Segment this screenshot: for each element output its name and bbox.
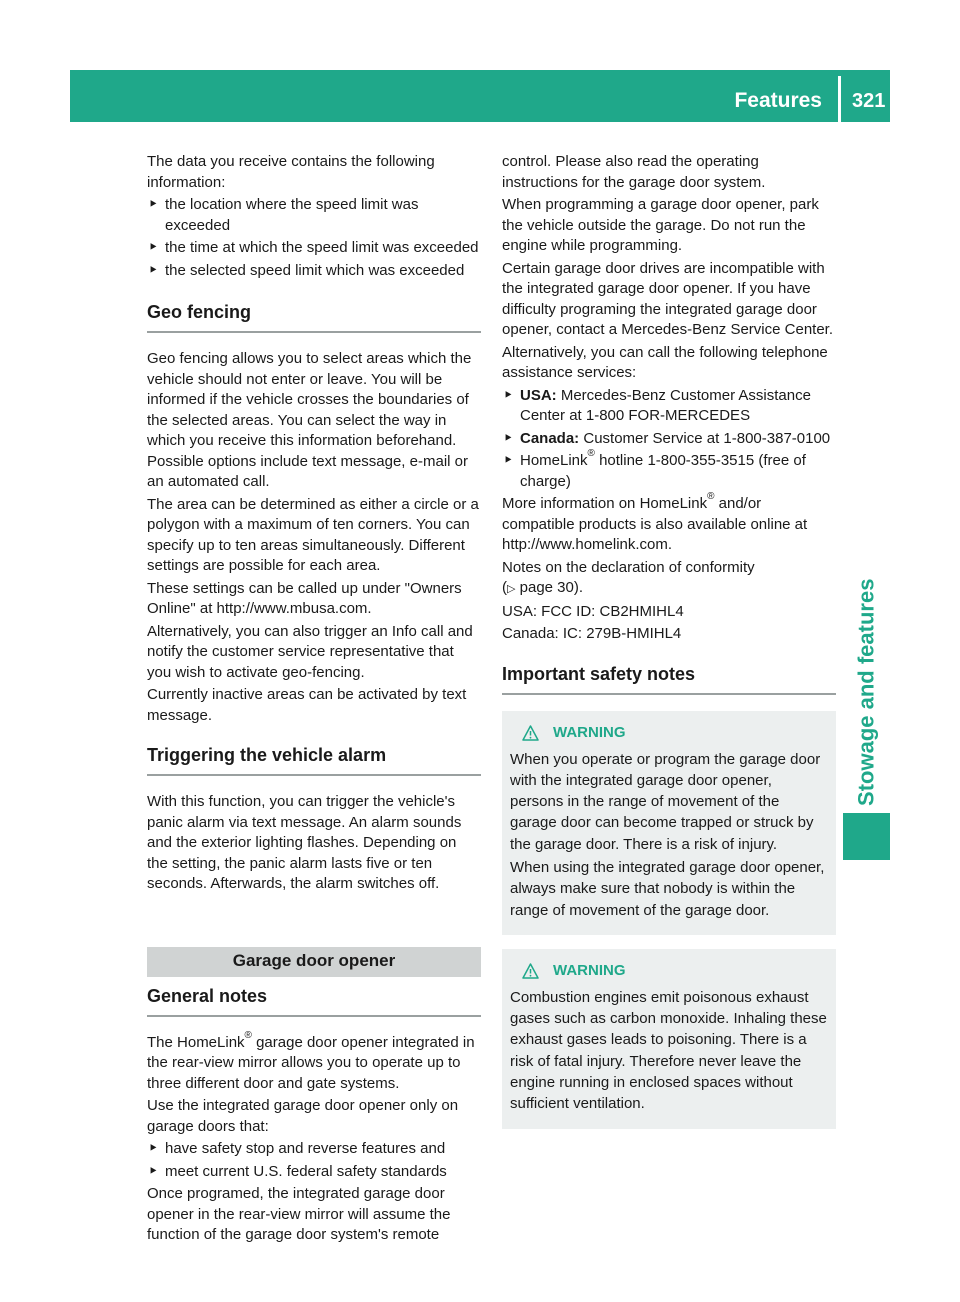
warning-text: Combustion engines emit poisonous exhaust gases such as carbon monoxide. Inhaling these exhaust gases leads to poisoning. There is a risk of fatal injury. Therefore never leave the engine running in enclosed spaces without sufficient ventilation. <box>510 988 827 1113</box>
paragraph: Certain garage door drives are incompatible with the integrated garage door opener. If you have difficulty programing the integrated garage door opener, contact a Mercedes-Benz Service Center. <box>502 259 834 338</box>
safety-notes-section <box>502 663 836 695</box>
bullet-icon: ‣ <box>148 1162 158 1180</box>
list-item-text: have safety stop and reverse features and <box>165 1140 446 1157</box>
paragraph: Canada: IC: 279B-HMIHL4 <box>502 625 682 642</box>
warning-triangle-icon <box>522 725 539 741</box>
section-title: Features <box>734 89 822 112</box>
section-heading: General notes <box>147 985 481 1017</box>
bullet-icon: ‣ <box>148 261 158 279</box>
chapter-label-wrap <box>845 577 889 807</box>
list-item <box>502 386 836 427</box>
paragraph: Alternatively, you can call the following telephone assistance services: <box>502 343 828 381</box>
registered-mark: ® <box>707 491 715 502</box>
left-column <box>147 152 481 1248</box>
list-item-text: the selected speed limit which was exceeded <box>165 261 465 279</box>
warning-label: WARNING <box>553 723 626 741</box>
requirements-bullet-list <box>147 1139 481 1182</box>
bullet-icon: ‣ <box>148 196 158 213</box>
list-item <box>147 238 481 259</box>
text: and/or compatible products is also available online at http://www.homelink.com. <box>502 495 808 553</box>
header-divider <box>838 76 841 122</box>
page-number: 321 <box>852 90 886 112</box>
intro-text: The data you receive contains the following information: <box>147 153 435 191</box>
bullet-icon: ‣ <box>148 239 158 256</box>
list-item-text: hotline 1-800-355-3515 (free of charge) <box>520 452 806 490</box>
text: Notes on the declaration of conformity <box>502 558 755 576</box>
warning-box <box>502 949 836 1129</box>
warning-text: When using the integrated garage door opener, always make sure that nobody is within the range of movement of the garage door. <box>510 858 825 919</box>
vehicle-alarm-section <box>147 744 481 776</box>
paragraph <box>147 1029 481 1095</box>
warning-header <box>510 961 828 981</box>
bullet-icon: ‣ <box>503 429 513 447</box>
section-heading: Triggering the vehicle alarm <box>147 744 481 776</box>
page-ref-triangle-icon: ▷ <box>507 583 516 595</box>
section-heading: Geo fencing <box>147 301 481 333</box>
chapter-label: Stowage and features <box>853 578 879 806</box>
registered-mark: ® <box>244 1029 252 1041</box>
text: More information on HomeLink <box>502 495 708 512</box>
paragraph <box>502 491 836 556</box>
right-column <box>502 152 836 1129</box>
list-item-text: meet current U.S. federal safety standards <box>165 1162 447 1180</box>
section-heading: Important safety notes <box>502 663 836 695</box>
warning-triangle-icon <box>522 963 539 979</box>
paragraph: When programming a garage door opener, park the vehicle outside the garage. Do not run the engine while programming. <box>502 196 819 254</box>
warning-label: WARNING <box>553 961 626 979</box>
paragraph: The area can be determined as either a circle or a polygon with a maximum of ten corners. You can specify up to ten areas simultaneously. Different settings are possible for each area. <box>147 495 479 574</box>
paragraph: Notes on the declaration of conformity (▷ page 30). <box>502 558 755 596</box>
list-item-text: the time at which the speed limit was exceeded <box>165 239 479 256</box>
warning-header <box>510 723 828 743</box>
registered-mark: ® <box>587 448 595 459</box>
bullet-icon: ‣ <box>148 1140 158 1157</box>
paragraph: control. Please also read the operating instructions for the garage door system. <box>502 153 766 191</box>
list-item <box>147 1139 481 1160</box>
paragraph: Currently inactive areas can be activated by text message. <box>147 686 467 724</box>
assistance-bullet-list <box>502 386 836 493</box>
list-item <box>502 448 836 492</box>
intro-bullet-list <box>147 195 481 281</box>
list-item <box>147 261 481 282</box>
list-item <box>502 429 836 450</box>
list-item-label: USA: <box>520 386 557 404</box>
chapter-side-tab <box>843 122 890 1202</box>
paragraph: These settings can be called up under "Owners Online" at http://www.mbusa.com. <box>147 579 462 617</box>
bullet-icon: ‣ <box>503 452 513 469</box>
list-item-text: HomeLink <box>520 452 588 469</box>
paragraph: Once programed, the integrated garage door opener in the rear-view mirror will assume the function of the garage door system's remote <box>147 1185 451 1243</box>
list-item-text: Customer Service at 1-800-387-0100 <box>579 429 831 447</box>
text: garage door opener integrated in the rear-view mirror allows you to operate up to three different door and gate systems. <box>147 1033 475 1092</box>
paragraph: Geo fencing allows you to select areas which the vehicle should not enter or leave. You will be informed if the vehicle crosses the boundaries of the selected areas. You can select the way in which you receive this information beforehand. Possible options include text message, e-mail or an automated call. <box>147 350 472 490</box>
geo-fencing-section <box>147 301 481 333</box>
warning-text: When you operate or program the garage door with the integrated garage door opener, persons in the range of movement of the garage door can become trapped or struck by the garage door. There is a risk of injury. <box>510 750 821 853</box>
general-notes-section <box>147 985 481 1017</box>
paragraph: Alternatively, you can also trigger an Info call and notify the customer service representative that you wish to activate geo-fencing. <box>147 622 473 681</box>
garage-door-opener-band: Garage door opener <box>147 947 481 977</box>
chapter-marker <box>843 813 890 860</box>
list-item-text: Mercedes-Benz Customer Assistance Center at 1-800 FOR-MERCEDES <box>520 386 811 424</box>
page-reference[interactable]: page 30). <box>515 579 584 596</box>
text: The HomeLink <box>147 1033 245 1051</box>
paragraph: USA: FCC ID: CB2HMIHL4 <box>502 602 684 620</box>
list-item <box>147 1162 481 1183</box>
list-item <box>147 195 481 236</box>
warning-box <box>502 711 836 935</box>
page-header <box>70 70 890 122</box>
list-item-text: the location where the speed limit was exceeded <box>165 196 419 234</box>
bullet-icon: ‣ <box>503 386 513 404</box>
paragraph: With this function, you can trigger the vehicle's panic alarm via text message. An alarm sounds and the exterior lighting flashes. Depending on the setting, the panic alarm lasts five or ten seconds. Afterwards, the alarm switches off. <box>147 793 462 892</box>
paragraph: Use the integrated garage door opener only on garage doors that: <box>147 1097 459 1135</box>
list-item-label: Canada: <box>520 429 580 447</box>
